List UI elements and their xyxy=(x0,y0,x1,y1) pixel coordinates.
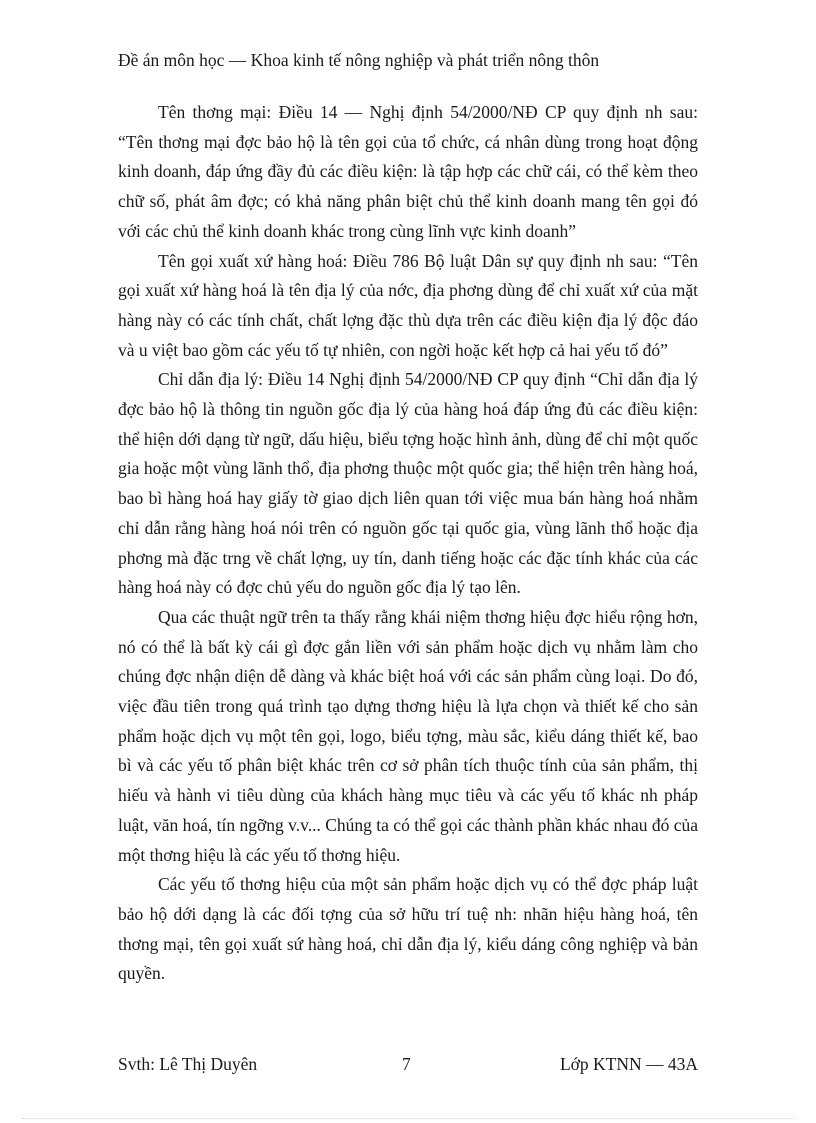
page-bottom-border xyxy=(22,1118,794,1119)
paragraph-trade-name: Tên thơng mại: Điều 14 — Nghị định 54/2000/NĐ CP quy định nh sau: “Tên thơng mại đợc bảo hộ là tên gọi của tổ chức, cá nhân dùng trong hoạt động kinh doanh, đáp ứng đầy đủ các điều kiện: là tập hợp các chữ cái, có thể kèm theo chữ số, phát âm đợc; có khả năng phân biệt chủ thể kinh doanh mang tên gọi đó với các chủ thể kinh doanh khác trong cùng lĩnh vực kinh doanh” xyxy=(118,102,698,241)
footer-author: Svth: Lê Thị Duyên xyxy=(118,1054,258,1074)
paragraph-brand-elements: Các yếu tố thơng hiệu của một sản phẩm hoặc dịch vụ có thể đợc pháp luật bảo hộ dới dạng là các đối tợng của sở hữu trí tuệ nh: nhãn hiệu hàng hoá, tên thơng mại, tên gọi xuất sứ hàng hoá, chỉ dẫn địa lý, kiểu dáng công nghiệp và bản quyền. xyxy=(118,874,698,984)
footer-class: Lớp KTNN — 43A xyxy=(559,1054,698,1074)
document-body xyxy=(118,98,698,989)
paragraph-geographical-indication: Chỉ dẫn địa lý: Điều 14 Nghị định 54/2000/NĐ CP quy định “Chỉ dẫn địa lý đợc bảo hộ là thông tin nguồn gốc địa lý của hàng hoá đáp ứng đủ các điều kiện: thể hiện dới dạng từ ngữ, dấu hiệu, biểu tợng hoặc hình ảnh, dùng để chỉ một quốc gia hoặc một vùng lãnh thổ, địa phơng thuộc một quốc gia; thể hiện trên hàng hoá, bao bì hàng hoá hay giấy tờ giao dịch liên quan tới việc mua bán hàng hoá nhằm chỉ dẫn rằng hàng hoá nói trên có nguồn gốc tại quốc gia, vùng lãnh thổ hoặc địa phơng mà đặc trng về chất lợng, uy tín, danh tiếng hoặc các đặc tính khác của các hàng hoá này có đợc chủ yếu do nguồn gốc địa lý tạo lên. xyxy=(118,369,698,598)
page-footer xyxy=(118,1054,698,1078)
paragraph-origin-name: Tên gọi xuất xứ hàng hoá: Điều 786 Bộ luật Dân sự quy định nh sau: “Tên gọi xuất xứ hàng hoá là tên địa lý của nớc, địa phơng dùng để chỉ xuất xứ của mặt hàng này có các tính chất, chất lợng đặc thù dựa trên các điều kiện địa lý độc đáo và u việt bao gồm các yếu tố tự nhiên, con ngời hoặc kết hợp cả hai yếu tố đó” xyxy=(118,250,698,360)
paragraph-brand-concept: Qua các thuật ngữ trên ta thấy rằng khái niệm thơng hiệu đợc hiểu rộng hơn, nó có thể là bất kỳ cái gì đợc gắn liền với sản phẩm hoặc dịch vụ nhằm làm cho chúng đợc nhận diện dễ dàng và khác biệt hoá với các sản phẩm cùng loại. Do đó, việc đầu tiên trong quá trình tạo dựng thơng hiệu là lựa chọn và thiết kế cho sản phẩm hoặc dịch vụ một tên gọi, logo, biểu tợng, màu sắc, kiểu dáng thiết kế, bao bì và các yếu tố phân biệt khác trên cơ sở phân tích thuộc tính của sản phẩm, thị hiếu và hành vi tiêu dùng của khách hàng mục tiêu và các yếu tố khác nh pháp luật, văn hoá, tín ngỡng v.v... Chúng ta có thể gọi các thành phần khác nhau đó của một thơng hiệu là các yếu tố thơng hiệu. xyxy=(118,606,698,865)
footer-page-number: 7 xyxy=(402,1054,411,1074)
page-header: Đề án môn học — Khoa kinh tế nông nghiệp và phát triển nông thôn xyxy=(118,50,600,70)
